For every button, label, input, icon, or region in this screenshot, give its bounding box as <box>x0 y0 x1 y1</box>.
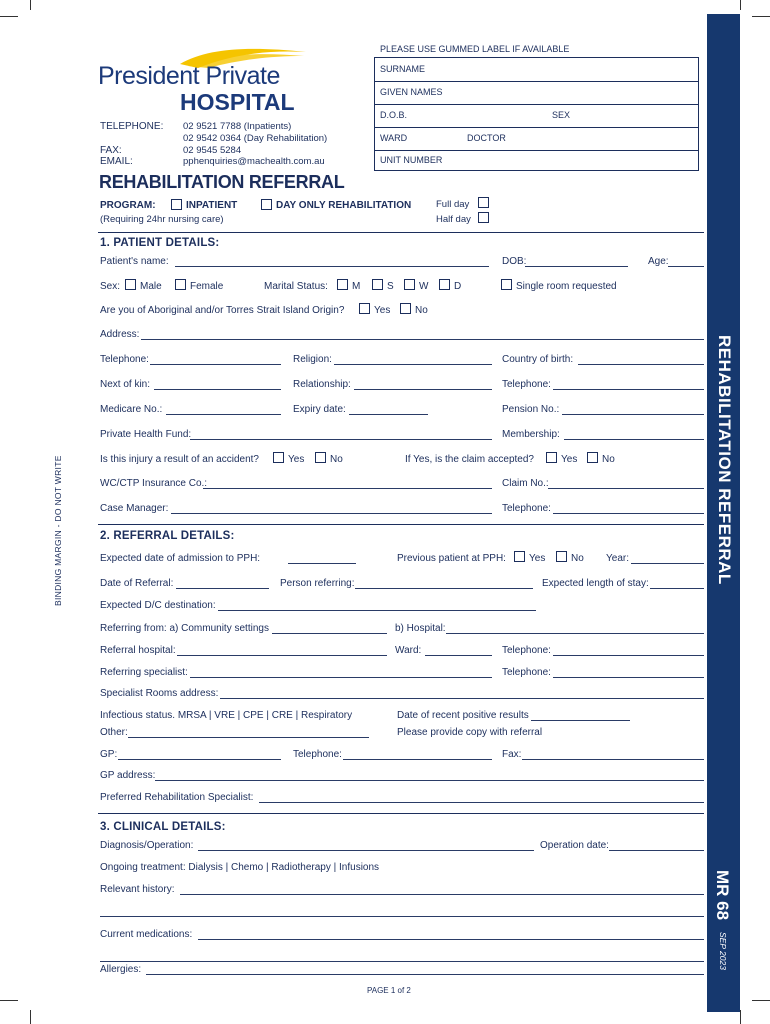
aboriginal-yes-checkbox[interactable] <box>359 303 370 314</box>
accident-question: Is this injury a result of an accident? <box>100 454 259 465</box>
dob-field[interactable] <box>525 256 628 267</box>
pension-label: Pension No.: <box>502 404 560 415</box>
female-label: Female <box>190 281 224 292</box>
side-banner-title: REHABILITATION REFERRAL <box>715 335 734 585</box>
section3-heading: 3. CLINICAL DETAILS: <box>100 821 226 833</box>
marital-s-checkbox[interactable] <box>372 279 383 290</box>
expiry-date-field[interactable] <box>349 404 428 415</box>
previous-yes-checkbox[interactable] <box>514 551 525 562</box>
fax-label: FAX: <box>100 145 122 156</box>
aboriginal-no-label: No <box>415 305 428 316</box>
gummed-label-instruction: PLEASE USE GUMMED LABEL IF AVAILABLE <box>380 44 570 54</box>
medicare-field[interactable] <box>166 404 281 415</box>
telephone-day-rehab: 02 9542 0364 (Day Rehabilitation) <box>183 133 328 144</box>
fax-number: 02 9545 5284 <box>183 145 242 156</box>
crop-mark <box>740 0 741 10</box>
marital-s-label: S <box>387 281 394 292</box>
address-field[interactable] <box>141 329 704 340</box>
patient-label-box <box>374 57 699 171</box>
form-date: SEP 2023 <box>718 932 728 970</box>
crop-mark <box>0 1000 18 1001</box>
marital-w-checkbox[interactable] <box>404 279 415 290</box>
other-label: Other: <box>100 727 128 738</box>
private-health-fund-field[interactable] <box>190 429 492 440</box>
aboriginal-no-checkbox[interactable] <box>400 303 411 314</box>
preferred-specialist-field[interactable] <box>259 792 704 803</box>
full-day-label: Full day <box>436 199 470 210</box>
gp-label: GP: <box>100 749 118 760</box>
half-day-checkbox[interactable] <box>478 212 489 223</box>
crop-mark <box>752 1000 770 1001</box>
single-room-checkbox[interactable] <box>501 279 512 290</box>
specialist-rooms-label: Specialist Rooms address: <box>100 688 219 699</box>
preferred-specialist-label: Preferred Rehabilitation Specialist: <box>100 792 254 803</box>
gp-telephone-label: Telephone: <box>293 749 342 760</box>
year-label: Year: <box>606 553 629 564</box>
referral-hospital-field[interactable] <box>177 645 387 656</box>
person-referring-field[interactable] <box>355 578 533 589</box>
email-label: EMAIL: <box>100 156 133 167</box>
email-address: pphenquiries@machealth.com.au <box>183 156 325 167</box>
unit-number-field[interactable]: UNIT NUMBER <box>380 155 443 165</box>
logo-line2: HOSPITAL <box>180 89 295 115</box>
male-checkbox[interactable] <box>125 279 136 290</box>
claim-no-field[interactable] <box>548 478 704 489</box>
relevant-history-label: Relevant history: <box>100 884 175 895</box>
crop-mark <box>740 1010 741 1024</box>
case-manager-telephone-field[interactable] <box>553 503 704 514</box>
gp-address-label: GP address: <box>100 770 156 781</box>
relationship-field[interactable] <box>354 379 492 390</box>
ongoing-treatment-label: Ongoing treatment: Dialysis | Chemo | Radiotherapy | Infusions <box>100 862 380 873</box>
male-label: Male <box>140 281 162 292</box>
dob-label: DOB: <box>502 256 527 267</box>
previous-no-checkbox[interactable] <box>556 551 567 562</box>
expected-length-field[interactable] <box>650 578 704 589</box>
referring-specialist-field[interactable] <box>190 667 492 678</box>
medicare-label: Medicare No.: <box>100 404 163 415</box>
private-health-fund-label: Private Health Fund: <box>100 429 192 440</box>
expected-dc-field[interactable] <box>218 600 536 611</box>
female-checkbox[interactable] <box>175 279 186 290</box>
telephone-label: TELEPHONE: <box>100 121 164 132</box>
b-hospital-label: b) Hospital: <box>395 623 446 634</box>
operation-date-field[interactable] <box>609 840 704 851</box>
allergies-field[interactable] <box>146 964 704 975</box>
membership-field[interactable] <box>564 429 704 440</box>
sex-field[interactable]: SEX <box>552 110 571 120</box>
claim-question: If Yes, is the claim accepted? <box>405 454 534 465</box>
marital-m-label: M <box>352 281 361 292</box>
previous-yes-label: Yes <box>529 553 546 564</box>
marital-status-label: Marital Status: <box>264 281 328 292</box>
age-label: Age: <box>648 256 669 267</box>
case-manager-field[interactable] <box>171 503 492 514</box>
ward-field[interactable]: WARD <box>380 133 408 143</box>
next-of-kin-label: Next of kin: <box>100 379 151 390</box>
referral-telephone-label: Telephone: <box>502 645 551 656</box>
nok-telephone-field[interactable] <box>553 379 704 390</box>
ward-field[interactable] <box>425 645 492 656</box>
pension-field[interactable] <box>562 404 704 415</box>
surname-field[interactable]: SURNAME <box>380 64 426 74</box>
sex-label: Sex: <box>100 281 121 292</box>
full-day-checkbox[interactable] <box>478 197 489 208</box>
hospital-logo <box>98 44 308 116</box>
current-medications-label: Current medications: <box>100 929 193 940</box>
year-field[interactable] <box>631 553 704 564</box>
referral-hospital-label: Referral hospital: <box>100 645 176 656</box>
date-recent-results-field[interactable] <box>531 710 630 721</box>
diagnosis-field[interactable] <box>198 840 534 851</box>
specialist-telephone-label: Telephone: <box>502 667 551 678</box>
claim-yes-label: Yes <box>561 454 578 465</box>
marital-m-checkbox[interactable] <box>337 279 348 290</box>
specialist-telephone-field[interactable] <box>553 667 704 678</box>
membership-label: Membership: <box>502 429 560 440</box>
person-referring-label: Person referring: <box>280 578 355 589</box>
gp-fax-label: Fax: <box>502 749 522 760</box>
crop-mark <box>30 0 31 10</box>
next-of-kin-field[interactable] <box>154 379 281 390</box>
previous-no-label: No <box>571 553 584 564</box>
expected-length-label: Expected length of stay: <box>542 578 649 589</box>
expected-admission-field[interactable] <box>288 553 356 564</box>
wc-ctp-field[interactable] <box>203 478 492 489</box>
dob-field[interactable]: D.O.B. <box>380 110 408 120</box>
logo-line1: President Private <box>98 62 280 90</box>
gp-field[interactable] <box>118 749 281 760</box>
telephone-label-1: Telephone: <box>100 354 149 365</box>
relevant-history-field[interactable] <box>180 884 704 895</box>
referring-specialist-label: Referring specialist: <box>100 667 188 678</box>
accident-yes-label: Yes <box>288 454 305 465</box>
single-room-label: Single room requested <box>516 281 617 292</box>
crop-mark <box>0 16 18 17</box>
relevant-history-field-2[interactable] <box>100 906 704 917</box>
age-field[interactable] <box>668 256 704 267</box>
ward-label: Ward: <box>395 645 422 656</box>
country-of-birth-label: Country of birth: <box>502 354 574 365</box>
marital-d-label: D <box>454 281 462 292</box>
doctor-field[interactable]: DOCTOR <box>467 133 506 143</box>
given-names-field[interactable]: GIVEN NAMES <box>380 87 443 97</box>
claim-no-checkbox[interactable] <box>587 452 598 463</box>
patients-name-label: Patient's name: <box>100 256 169 267</box>
wc-ctp-label: WC/CTP Insurance Co.: <box>100 478 208 489</box>
case-manager-telephone-label: Telephone: <box>502 503 551 514</box>
patients-name-field[interactable] <box>175 256 489 267</box>
nok-telephone-label: Telephone: <box>502 379 551 390</box>
relationship-label: Relationship: <box>293 379 351 390</box>
expiry-date-label: Expiry date: <box>293 404 346 415</box>
inpatient-note: (Requiring 24hr nursing care) <box>100 214 224 225</box>
aboriginal-yes-label: Yes <box>374 305 391 316</box>
marital-w-label: W <box>419 281 429 292</box>
diagnosis-label: Diagnosis/Operation: <box>100 840 194 851</box>
other-field[interactable] <box>128 727 369 738</box>
inpatient-checkbox[interactable] <box>171 199 182 210</box>
address-label: Address: <box>100 329 140 340</box>
form-code: MR 68 <box>713 870 732 921</box>
specialist-rooms-field[interactable] <box>220 688 704 699</box>
claim-no-label-field: Claim No.: <box>502 478 549 489</box>
page-number: PAGE 1 of 2 <box>367 986 411 995</box>
claim-no-label: No <box>602 454 615 465</box>
referral-telephone-field[interactable] <box>553 645 704 656</box>
day-only-label: DAY ONLY REHABILITATION <box>276 200 412 211</box>
expected-admission-label: Expected date of admission to PPH: <box>100 553 261 564</box>
gp-telephone-field[interactable] <box>343 749 492 760</box>
date-recent-results-label: Date of recent positive results <box>397 710 529 721</box>
telephone-inpatients: 02 9521 7788 (Inpatients) <box>183 121 292 132</box>
community-settings-field[interactable] <box>272 623 387 634</box>
aboriginal-question: Are you of Aboriginal and/or Torres Strait Island Origin? <box>100 305 345 316</box>
current-medications-field[interactable] <box>198 929 704 940</box>
day-only-checkbox[interactable] <box>261 199 272 210</box>
referring-from-label: Referring from: a) Community settings <box>100 623 269 634</box>
binding-margin-text: BINDING MARGIN - DO NOT WRITE <box>53 455 63 606</box>
accident-no-label: No <box>330 454 343 465</box>
gp-address-field[interactable] <box>155 770 704 781</box>
form-title: REHABILITATION REFERRAL <box>99 172 345 192</box>
marital-d-checkbox[interactable] <box>439 279 450 290</box>
allergies-label: Allergies: <box>100 964 142 975</box>
expected-dc-label: Expected D/C destination: <box>100 600 216 611</box>
accident-no-checkbox[interactable] <box>315 452 326 463</box>
half-day-label: Half day <box>436 214 471 225</box>
infectious-status-label: Infectious status. MRSA | VRE | CPE | CRE | Respiratory <box>100 710 353 721</box>
date-of-referral-field[interactable] <box>176 578 269 589</box>
country-of-birth-field[interactable] <box>578 354 704 365</box>
religion-label: Religion: <box>293 354 332 365</box>
previous-patient-label: Previous patient at PPH: <box>397 553 506 564</box>
telephone-field-1[interactable] <box>150 354 281 365</box>
crop-mark <box>30 1010 31 1024</box>
religion-field[interactable] <box>334 354 492 365</box>
b-hospital-field[interactable] <box>446 623 704 634</box>
gp-fax-field[interactable] <box>522 749 704 760</box>
inpatient-label: INPATIENT <box>186 200 238 211</box>
claim-yes-checkbox[interactable] <box>546 452 557 463</box>
section2-heading: 2. REFERRAL DETAILS: <box>100 530 235 542</box>
current-medications-field-2[interactable] <box>100 951 704 962</box>
provide-copy-note: Please provide copy with referral <box>397 727 543 738</box>
section1-heading: 1. PATIENT DETAILS: <box>100 237 220 249</box>
accident-yes-checkbox[interactable] <box>273 452 284 463</box>
program-label: PROGRAM: <box>100 200 156 211</box>
crop-mark <box>752 16 770 17</box>
case-manager-label: Case Manager: <box>100 503 169 514</box>
date-of-referral-label: Date of Referral: <box>100 578 174 589</box>
operation-date-label: Operation date: <box>540 840 609 851</box>
